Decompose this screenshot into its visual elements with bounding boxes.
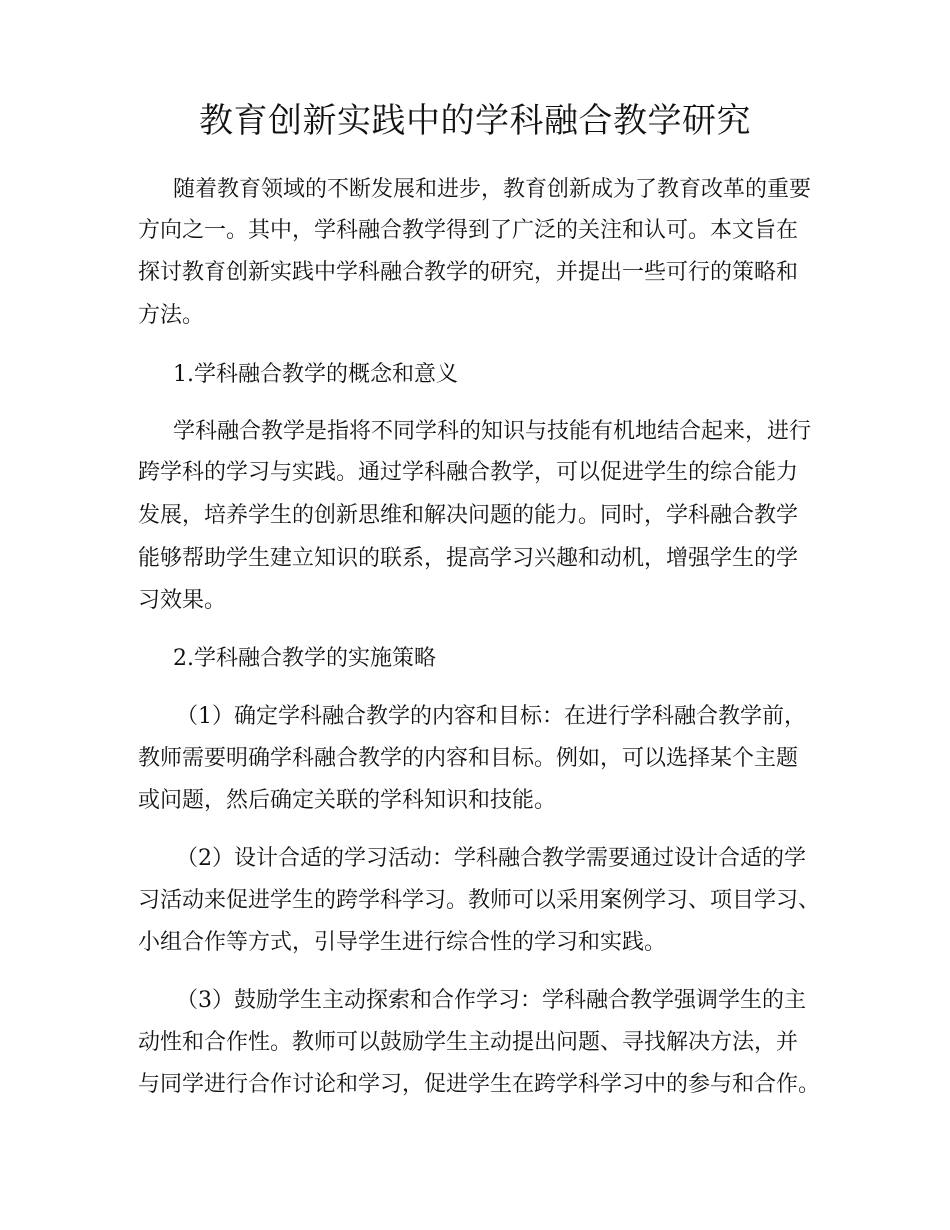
text-line: 与同学进行合作讨论和学习，促进学生在跨学科学习中的参与和合作。 — [138, 1072, 821, 1097]
text-line: 教师需要明确学科融合教学的内容和目标。例如，可以选择某个主题 — [138, 746, 799, 771]
text-line: 跨学科的学习与实践。通过学科融合教学，可以促进学生的综合能力 — [138, 460, 799, 485]
text-line: （2）设计合适的学习活动：学科融合教学需要通过设计合适的学 — [176, 846, 806, 871]
text-line: 或问题，然后确定关联的学科知识和技能。 — [138, 788, 557, 813]
section-heading: 1.学科融合教学的概念和意义 — [173, 362, 458, 387]
text-line: 随着教育领域的不断发展和进步，教育创新成为了教育改革的重要 — [173, 177, 812, 202]
text-line: （1）确定学科融合教学的内容和目标：在进行学科融合教学前， — [176, 704, 806, 729]
text-line: 方法。 — [138, 303, 205, 328]
text-line: 发展，培养学生的创新思维和解决问题的能力。同时，学科融合教学 — [138, 503, 799, 528]
text-line: 探讨教育创新实践中学科融合教学的研究，并提出一些可行的策略和 — [138, 260, 799, 285]
section-heading: 2.学科融合教学的实施策略 — [173, 646, 436, 671]
text-line: 习效果。 — [138, 588, 227, 613]
text-line: 动性和合作性。教师可以鼓励学生主动提出问题、寻找解决方法，并 — [138, 1030, 799, 1055]
text-line: 能够帮助学生建立知识的联系，提高学习兴趣和动机，增强学生的学 — [138, 546, 799, 571]
text-line: 方向之一。其中，学科融合教学得到了广泛的关注和认可。本文旨在 — [138, 218, 799, 243]
text-line: 学科融合教学是指将不同学科的知识与技能有机地结合起来，进行 — [173, 419, 812, 444]
text-line: （3）鼓励学生主动探索和合作学习：学科融合教学强调学生的主 — [176, 988, 806, 1013]
text-line: 习活动来促进学生的跨学科学习。教师可以采用案例学习、项目学习、 — [138, 888, 821, 913]
text-line: 小组合作等方式，引导学生进行综合性的学习和实践。 — [138, 930, 667, 955]
document-title: 教育创新实践中的学科融合教学研究 — [199, 101, 751, 141]
